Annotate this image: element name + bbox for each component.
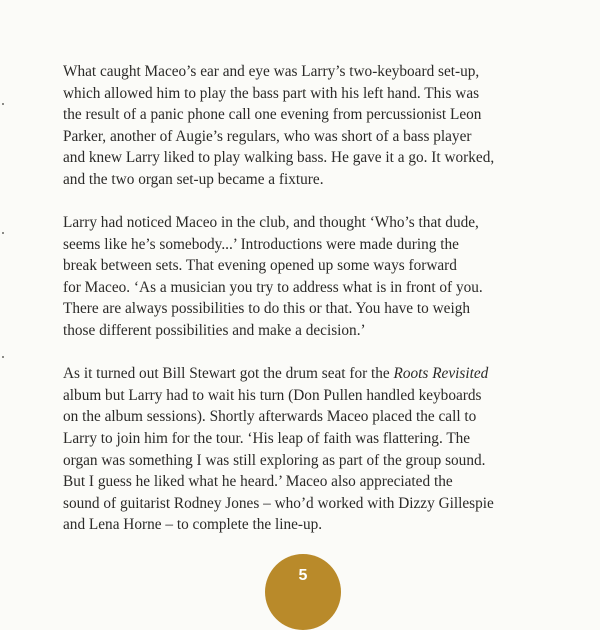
text-line: Parker, another of Augie’s regulars, who was short of a bass player xyxy=(63,127,472,145)
paragraph-3 xyxy=(63,363,563,536)
text-line: those different possibilities and make a decision.’ xyxy=(63,322,366,340)
text-line: for Maceo. ‘As a musician you try to address what is in front of you. xyxy=(63,278,483,296)
scan-mark xyxy=(2,232,4,234)
text-line: break between sets. That evening opened up some ways forward xyxy=(63,257,457,275)
text-line: Larry had noticed Maceo in the club, and thought ‘Who’s that dude, xyxy=(63,214,479,232)
text-line: which allowed him to play the bass part with his left hand. This was xyxy=(63,84,480,102)
text-line: and the two organ set-up became a fixture. xyxy=(63,170,324,188)
text-line: the result of a panic phone call one evening from percussionist Leon xyxy=(63,106,482,124)
paragraph-2 xyxy=(63,212,563,342)
text-line: Larry to join him for the tour. ‘His leap of faith was flattering. The xyxy=(63,429,471,447)
paragraph-1 xyxy=(63,61,563,191)
text-line xyxy=(63,363,563,385)
text-line: on the album sessions). Shortly afterwards Maceo placed the call to xyxy=(63,408,477,426)
text-line: organ was something I was still exploring as part of the group sound. xyxy=(63,451,486,469)
text-line: sound of guitarist Rodney Jones – who’d worked with Dizzy Gillespie xyxy=(63,494,494,512)
text-line: seems like he’s somebody...’ Introductions were made during the xyxy=(63,235,459,253)
text-line: and Lena Horne – to complete the line-up. xyxy=(63,516,323,534)
scan-mark xyxy=(2,103,4,105)
scan-mark xyxy=(2,356,4,358)
body-text xyxy=(63,61,563,557)
text-line: What caught Maceo’s ear and eye was Larry’s two-keyboard set-up, xyxy=(63,63,480,80)
page-number: 5 xyxy=(298,567,308,584)
album-title: Roots Revisited xyxy=(393,365,489,383)
text-line: There are always possibilities to do this or that. You have to weigh xyxy=(63,300,471,318)
text-line: But I guess he liked what he heard.’ Maceo also appreciated the xyxy=(63,473,453,491)
text-line: album but Larry had to wait his turn (Don Pullen handled keyboards xyxy=(63,386,482,404)
page-number-badge xyxy=(265,554,341,630)
text-line: and knew Larry liked to play walking bass. He gave it a go. It worked, xyxy=(63,149,495,167)
text-run: As it turned out Bill Stewart got the drum seat for the xyxy=(63,365,394,383)
